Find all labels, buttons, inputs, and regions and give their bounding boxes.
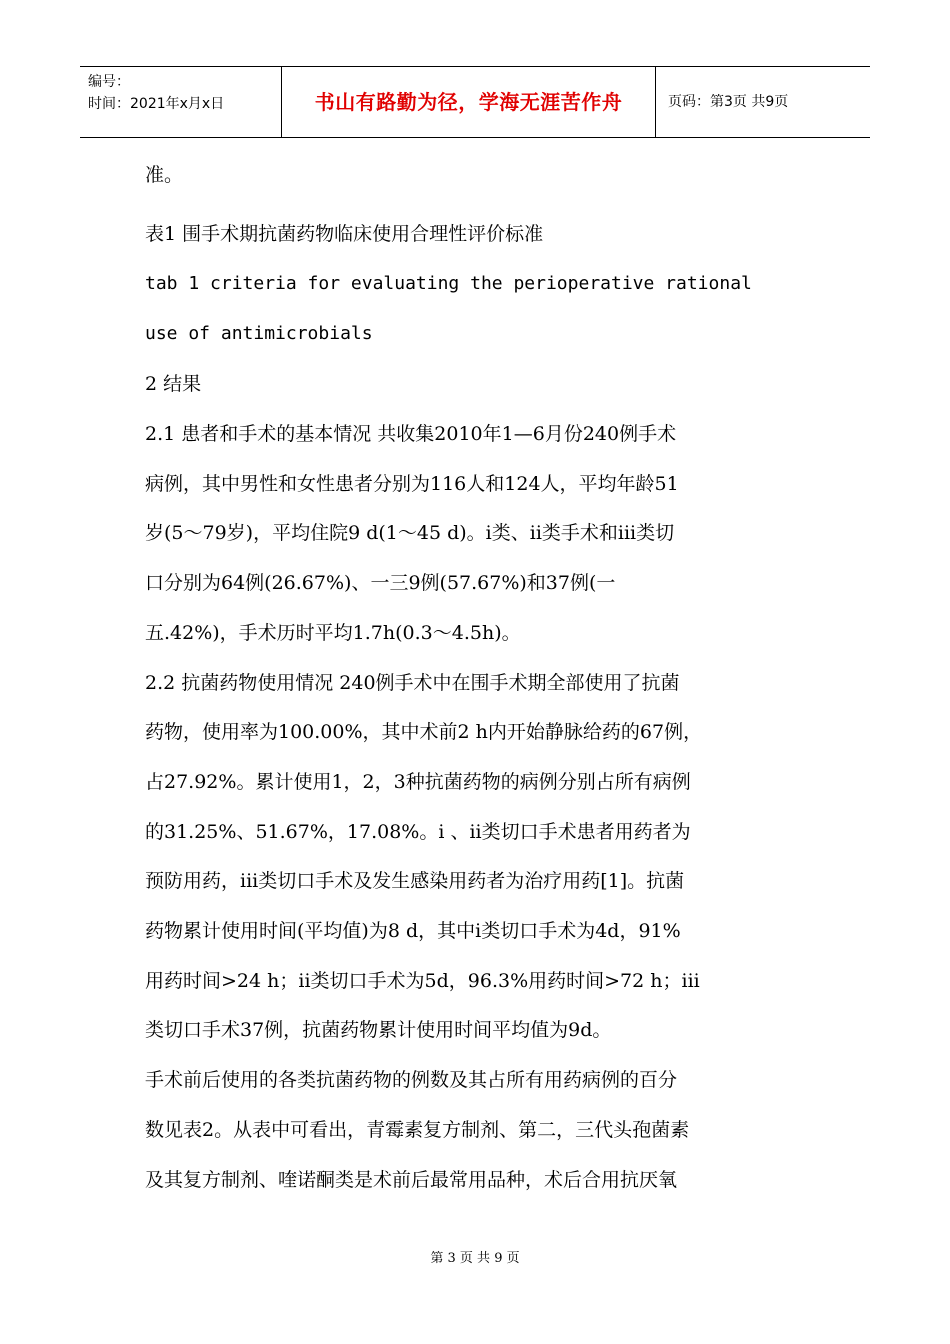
text-line: 的31.25%、51.67%，17.08%。i 、ii类切口手术患者用药者为 — [145, 821, 691, 843]
text-line: 口分别为64例(26.67%)、一三9例(57.67%)和37例(一 — [145, 572, 616, 594]
table-caption-en: use of antimicrobials — [145, 323, 373, 344]
text-line: 2.1 患者和手术的基本情况 共收集2010年1—6月份240例手术 — [145, 423, 677, 445]
text-line: 用药时间>24 h；ii类切口手术为5d，96.3%用药时间>72 h；iii — [145, 970, 700, 992]
text-line: 类切口手术37例，抗菌药物累计使用时间平均值为9d。 — [145, 1019, 612, 1041]
page-indicator: 页码：第3页 共9页 — [668, 94, 789, 110]
text-line: 病例，其中男性和女性患者分别为116人和124人，平均年龄51 — [145, 473, 679, 495]
text-line: 预防用药，iii类切口手术及发生感染用药者为治疗用药[1]。抗菌 — [145, 870, 685, 892]
header-motto-cell — [282, 67, 656, 137]
table-caption: 表1 围手术期抗菌药物临床使用合理性评价标准 — [145, 223, 544, 245]
header-meta — [80, 67, 282, 137]
text-line: 占27.92%。累计使用1，2，3种抗菌药物的病例分别占所有病例 — [145, 771, 691, 793]
number-label: 编号： — [88, 74, 130, 90]
text-line: 药物累计使用时间(平均值)为8 d，其中i类切口手术为4d，91% — [145, 920, 681, 942]
text-line: 数见表2。从表中可看出，青霉素复方制剂、第二，三代头孢菌素 — [145, 1119, 690, 1141]
text-line: 岁(5～79岁)，平均住院9 d(1～45 d)。i类、ii类手术和iii类切 — [145, 522, 675, 544]
page-header — [80, 66, 870, 138]
text-line: 准。 — [145, 164, 184, 186]
text-line: 五.42%)，手术历时平均1.7h(0.3～4.5h)。 — [145, 622, 521, 644]
text-line: 及其复方制剂、喹诺酮类是术前后最常用品种，术后合用抗厌氧 — [145, 1169, 678, 1191]
motto: 书山有路勤为径，学海无涯苦作舟 — [314, 90, 623, 114]
page-footer: 第 3 页 共 9 页 — [430, 1251, 520, 1266]
text-line: 2.2 抗菌药物使用情况 240例手术中在围手术期全部使用了抗菌 — [145, 672, 680, 694]
table-caption-en: tab 1 criteria for evaluating the perioperative rational — [145, 273, 752, 294]
text-line: 手术前后使用的各类抗菌药物的例数及其占所有用药病例的百分 — [145, 1069, 678, 1091]
text-line: 药物，使用率为100.00%，其中术前2 h内开始静脉给药的67例， — [145, 721, 703, 743]
section-heading: 2 结果 — [145, 373, 202, 395]
date-label: 时间：2021年x月x日 — [88, 96, 225, 112]
